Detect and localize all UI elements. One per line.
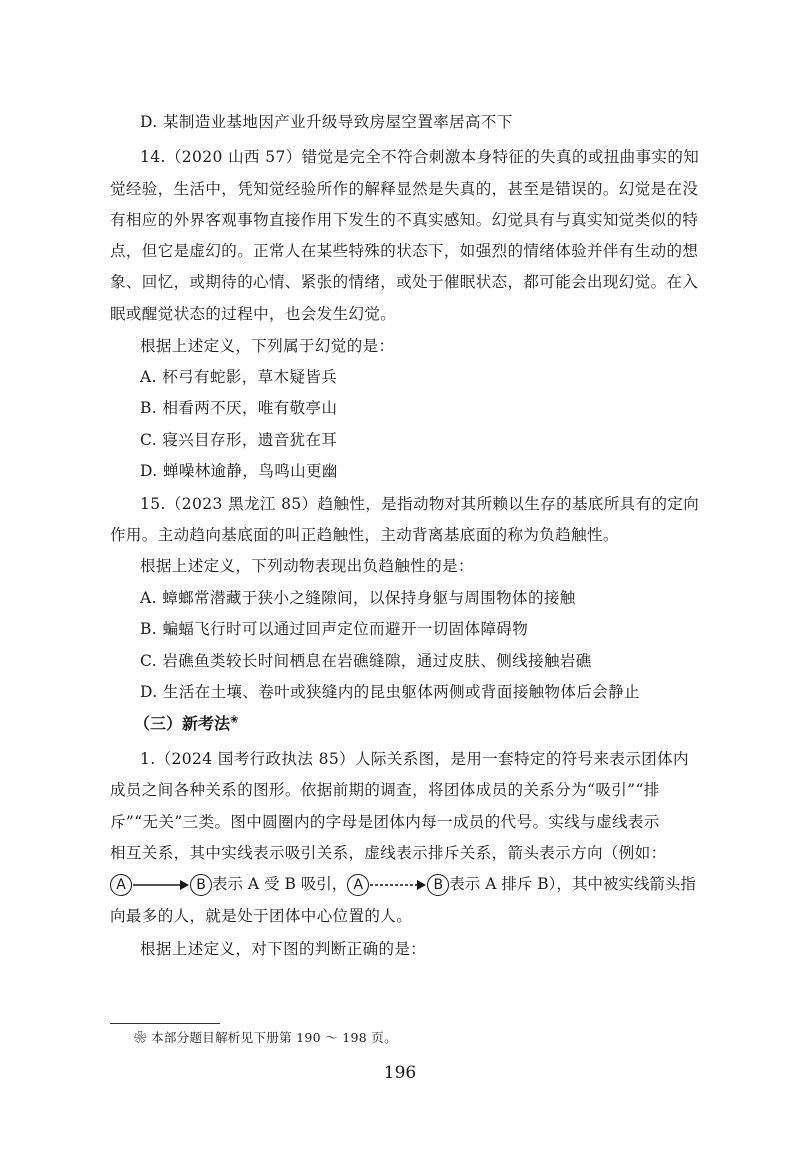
question-14-line: 14.（2020 山西 57）错觉是完全不符合刺激本身特征的失真的或扭曲事实的知 <box>140 148 700 166</box>
section-title: （三）新考法 <box>134 714 231 733</box>
option-a: A. 杯弓有蛇影，草木疑皆兵 <box>140 368 338 386</box>
question-14-prompt: 根据上述定义，下列属于幻觉的是： <box>140 337 395 355</box>
legend-text-attract: 表示 A 受 B 吸引， <box>212 875 348 893</box>
question-1-line: 斥”“无关”三类。图中圆圈内的字母是团体内每一成员的代号。实线与虚线表示 <box>110 813 660 831</box>
section-heading <box>134 711 238 734</box>
footnote-rule <box>110 1023 220 1024</box>
question-15-prompt: 根据上述定义，下列动物表现出负趋触性的是： <box>140 557 474 575</box>
solid-arrow-icon <box>132 879 190 891</box>
question-14-line: 象、回忆，或期待的心情、紧张的情绪，或处于催眠状态，都可能会出现幻觉。在入 <box>110 273 699 291</box>
option-a: A. 蟑螂常潜藏于狭小之缝隙间，以保持身躯与周围物体的接触 <box>140 589 576 607</box>
legend-text-repel: 表示 A 排斥 B），其中被实线箭头指 <box>449 875 696 893</box>
question-14-line: 觉经验，生活中，凭知觉经验所作的解释显然是失真的，甚至是错误的。幻觉是在没 <box>110 180 699 198</box>
node-b-circle: B <box>190 874 212 896</box>
node-b-circle: B <box>427 874 449 896</box>
option-d: D. 蝉噪林逾静，鸟鸣山更幽 <box>140 462 338 480</box>
question-14-line: 眠或醒觉状态的过程中，也会发生幻觉。 <box>110 305 397 323</box>
question-14-line: 有相应的外界客观事物直接作用下发生的不真实感知。幻觉具有与真实知觉类似的特 <box>110 211 699 229</box>
footnote: ❀ 本部分题目解析见下册第 190 ～ 198 页。 <box>134 1030 397 1045</box>
question-15-line: 作用。主动趋向基底面的叫正趋触性，主动背离基底面的称为负趋触性。 <box>110 526 619 544</box>
question-1-line: 相互关系，其中实线表示吸引关系，虚线表示排斥关系，箭头表示方向（例如： <box>110 844 667 862</box>
section-mark: ❀ <box>230 714 239 726</box>
page-number: 196 <box>383 1063 417 1083</box>
question-14-line: 点，但它是虚幻的。正常人在某些特殊的状态下，如强烈的情绪体验并伴有生动的想 <box>110 242 699 260</box>
option-d: D. 生活在土壤、卷叶或狭缝内的昆虫躯体两侧或背面接触物体后会静止 <box>140 683 640 701</box>
relation-legend <box>110 872 710 896</box>
option-c: C. 岩礁鱼类较长时间栖息在岩礁缝隙，通过皮肤、侧线接触岩礁 <box>140 652 592 670</box>
node-a-circle: A <box>110 874 132 896</box>
question-1-prompt: 根据上述定义，对下图的判断正确的是： <box>140 940 427 958</box>
dashed-arrow-icon <box>369 879 427 891</box>
option-b: B. 相看两不厌，唯有敬亭山 <box>140 399 338 417</box>
question-15-line: 15.（2023 黑龙江 85）趋触性，是指动物对其所赖以生存的基底所具有的定向 <box>140 495 700 513</box>
question-1-line: 1.（2024 国考行政执法 85）人际关系图，是用一套特定的符号来表示团体内 <box>140 750 689 768</box>
option-c: C. 寝兴目存形，遗音犹在耳 <box>140 431 338 449</box>
question-1-line: 向最多的人，就是处于团体中心位置的人。 <box>110 907 413 925</box>
question-1-line: 成员之间各种关系的图形。依据前期的调查，将团体成员的关系分为“吸引”“排 <box>110 781 660 799</box>
node-a-circle: A <box>347 874 369 896</box>
option-b: B. 蝙蝠飞行时可以通过回声定位而避开一切固体障碍物 <box>140 620 529 638</box>
option-d-prev: D. 某制造业基地因产业升级导致房屋空置率居高不下 <box>140 113 513 131</box>
